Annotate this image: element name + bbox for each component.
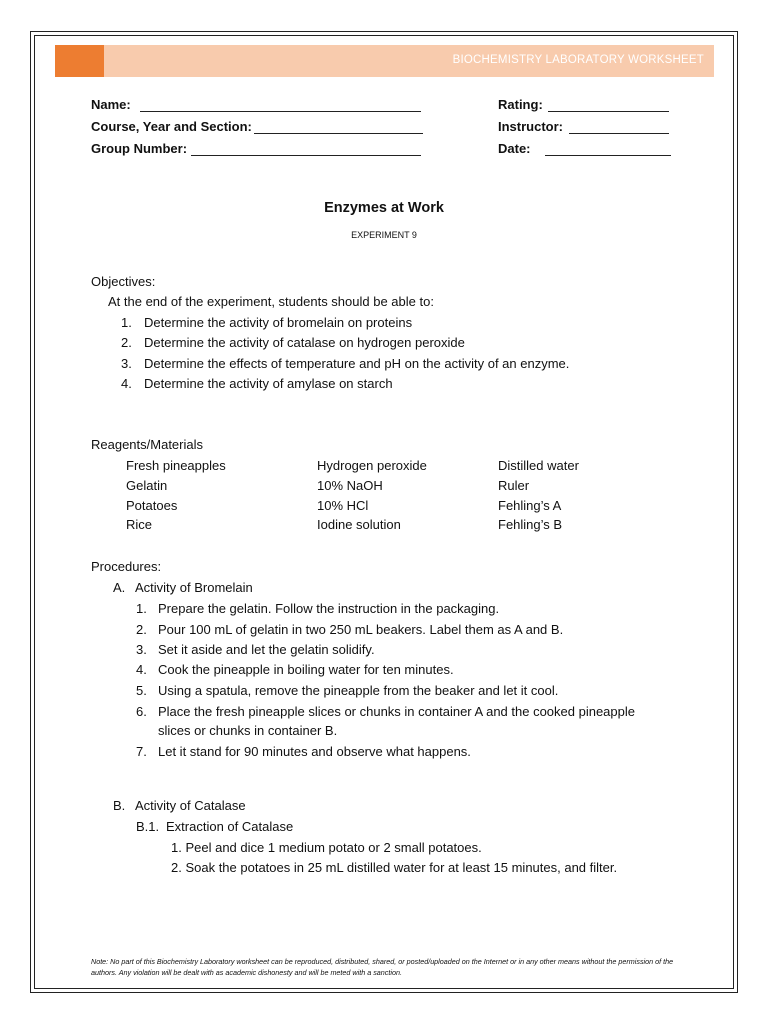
document-subtitle: EXPERIMENT 9	[351, 230, 417, 240]
date-field[interactable]	[498, 140, 671, 158]
reagents-heading: Reagents/Materials	[91, 437, 203, 452]
rating-label: Rating:	[498, 97, 543, 112]
instructor-line	[569, 133, 669, 134]
step-item: Prepare the gelatin. Follow the instruction in the packaging.	[158, 601, 500, 616]
reagent-item: Fehling’s B	[498, 517, 563, 532]
step-item: Cook the pineapple in boiling water for ten minutes.	[158, 662, 454, 677]
step-item: Place the fresh pineapple slices or chunks in container A and the cooked pineapple	[158, 704, 635, 719]
document-title: Enzymes at Work	[324, 200, 444, 216]
header-accent-block	[55, 45, 104, 77]
reagent-item: Iodine solution	[317, 517, 401, 532]
reagent-item: Distilled water	[498, 458, 579, 473]
step-item-continuation: slices or chunks in container B.	[158, 723, 338, 738]
step-item: Set it aside and let the gelatin solidify.	[158, 642, 375, 657]
group-line	[191, 155, 421, 156]
objective-item: Determine the activity of amylase on starch	[144, 376, 393, 391]
step-item: Pour 100 mL of gelatin in two 250 mL beakers. Label them as A and B.	[158, 622, 564, 637]
section-b-title: Activity of Catalase	[135, 798, 246, 813]
subsection-b1-marker: B.1.	[136, 819, 160, 834]
reagent-item: Potatoes	[126, 498, 178, 513]
footer-note: Note: No part of this Biochemistry Laboratory worksheet can be reproduced, distributed, shared, or posted/uploaded on the Internet or in any other means without the permission of the authors. Any violation will be dealt with as academic dishonesty and will be meted with a sanction.	[91, 957, 674, 977]
instructor-label: Instructor:	[498, 119, 563, 134]
objectives-heading: Objectives:	[91, 274, 156, 289]
reagent-item: Hydrogen peroxide	[317, 458, 427, 473]
rating-line	[548, 111, 669, 112]
header-banner	[104, 45, 714, 77]
step-item: Using a spatula, remove the pineapple from the beaker and let it cool.	[158, 683, 559, 698]
objective-item: Determine the activity of bromelain on proteins	[144, 315, 413, 330]
header-banner-text: BIOCHEMISTRY LABORATORY WORKSHEET	[452, 54, 704, 66]
section-a-marker: A.	[113, 580, 126, 595]
instructor-field[interactable]	[498, 118, 669, 136]
subsection-b1-title: Extraction of Catalase	[166, 819, 294, 834]
step-item: Let it stand for 90 minutes and observe what happens.	[158, 744, 471, 759]
objective-item: Determine the activity of catalase on hydrogen peroxide	[144, 335, 465, 350]
reagent-item: Fehling’s A	[498, 498, 562, 513]
reagent-item: 10% HCl	[317, 498, 369, 513]
step-number: 6.	[136, 704, 147, 719]
reagent-item: 10% NaOH	[317, 478, 383, 493]
step-number: 1.	[136, 601, 147, 616]
objective-item: Determine the effects of temperature and pH on the activity of an enzyme.	[144, 356, 570, 371]
objective-number: 3.	[121, 356, 132, 371]
course-line	[254, 133, 423, 134]
name-field[interactable]	[91, 96, 421, 114]
date-line	[545, 155, 671, 156]
step-number: 7.	[136, 744, 147, 759]
name-label: Name:	[91, 97, 131, 112]
objective-number: 2.	[121, 335, 132, 350]
group-label: Group Number:	[91, 141, 188, 156]
step-number: 2.	[136, 622, 147, 637]
rating-field[interactable]	[498, 96, 669, 114]
objective-number: 4.	[121, 376, 132, 391]
procedures-heading: Procedures:	[91, 559, 162, 574]
step-item: 2. Soak the potatoes in 25 mL distilled water for at least 15 minutes, and filter.	[171, 860, 618, 875]
reagent-item: Fresh pineapples	[126, 458, 226, 473]
course-field[interactable]	[91, 118, 423, 136]
name-line	[140, 111, 421, 112]
section-b-marker: B.	[113, 798, 126, 813]
section-a-title: Activity of Bromelain	[135, 580, 253, 595]
date-label: Date:	[498, 141, 531, 156]
reagent-item: Rice	[126, 517, 153, 532]
reagent-item: Ruler	[498, 478, 530, 493]
reagent-item: Gelatin	[126, 478, 168, 493]
step-number: 5.	[136, 683, 147, 698]
step-number: 4.	[136, 662, 147, 677]
group-field[interactable]	[91, 140, 421, 158]
objectives-intro: At the end of the experiment, students should be able to:	[108, 294, 434, 309]
step-number: 3.	[136, 642, 147, 657]
course-label: Course, Year and Section:	[91, 119, 252, 134]
step-item: 1. Peel and dice 1 medium potato or 2 small potatoes.	[171, 840, 482, 855]
objective-number: 1.	[121, 315, 132, 330]
